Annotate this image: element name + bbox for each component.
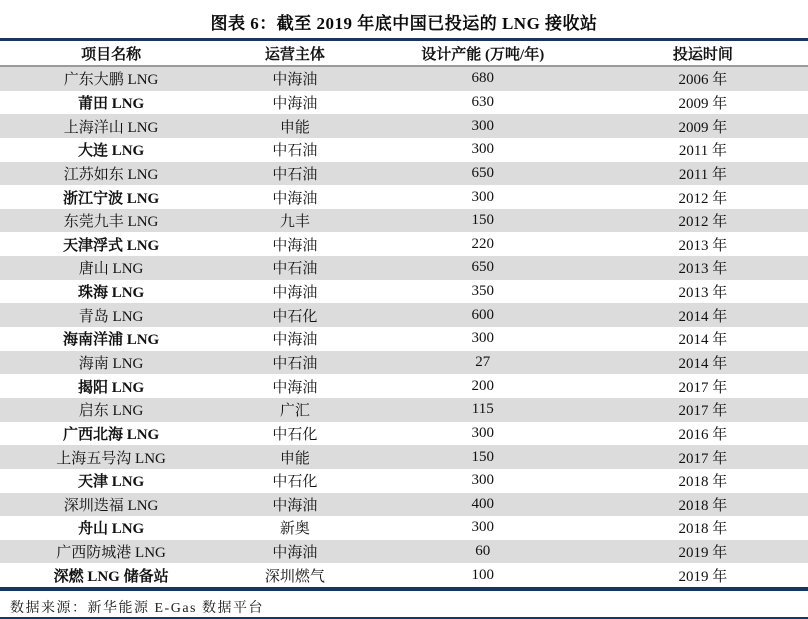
column-header-operator: 运营主体	[264, 46, 325, 63]
figure-title: 图表 6：截至 2019 年底中国已投运的 LNG 接收站	[210, 14, 598, 33]
year-cell: 2014 年	[678, 356, 728, 372]
data-source-note: 数据来源：新华能源 E-Gas 数据平台	[10, 601, 264, 616]
project-name-cell: 广东大鹏 LNG	[63, 72, 159, 89]
operator-cell: 中海油	[272, 379, 318, 396]
capacity-cell: 220	[471, 235, 494, 252]
capacity-cell: 100	[471, 566, 494, 583]
operator-cell: 中海油	[272, 545, 318, 562]
table-row	[0, 67, 808, 91]
operator-cell: 深圳燃气	[264, 568, 325, 585]
operator-cell: 中石油	[272, 261, 318, 278]
year-cell: 2017 年	[678, 379, 728, 396]
capacity-cell: 300	[471, 117, 494, 134]
operator-cell: 中海油	[272, 72, 318, 89]
year-cell: 2009 年	[678, 95, 728, 112]
year-cell: 2012 年	[678, 190, 728, 207]
year-cell: 2006 年	[678, 72, 728, 89]
project-name-cell: 莆田 LNG	[77, 95, 145, 112]
year-cell: 2013 年	[678, 237, 728, 254]
table-row	[0, 469, 808, 493]
year-cell: 2018 年	[678, 497, 728, 514]
project-name-cell: 广西防城港 LNG	[56, 545, 166, 562]
table-row	[0, 91, 808, 115]
operator-cell: 申能	[279, 450, 310, 467]
table-row	[0, 280, 808, 304]
table-row	[0, 185, 808, 209]
year-cell: 2014 年	[678, 308, 728, 325]
capacity-cell: 650	[471, 164, 494, 181]
operator-cell: 广汇	[279, 403, 310, 420]
project-name-cell: 上海五号沟 LNG	[56, 450, 166, 467]
capacity-cell: 150	[471, 448, 494, 465]
project-name-cell: 唐山 LNG	[78, 261, 144, 278]
operator-cell: 中海油	[272, 497, 318, 514]
year-cell: 2017 年	[678, 403, 728, 420]
year-cell: 2018 年	[678, 521, 728, 538]
capacity-cell: 300	[471, 519, 494, 536]
table-row	[0, 114, 808, 138]
year-cell: 2009 年	[678, 119, 728, 136]
capacity-cell: 300	[471, 472, 494, 489]
year-cell: 2019 年	[678, 568, 728, 585]
operator-cell: 中石化	[272, 308, 318, 325]
year-cell: 2011 年	[678, 143, 728, 160]
operator-cell: 中石油	[272, 356, 318, 372]
year-cell: 2018 年	[678, 474, 728, 491]
table-row	[0, 232, 808, 256]
capacity-cell: 630	[471, 93, 494, 110]
table-row	[0, 327, 808, 351]
project-name-cell: 海南洋浦 LNG	[62, 332, 160, 349]
table-header-row	[0, 41, 808, 67]
table-row	[0, 209, 808, 233]
capacity-cell: 115	[471, 401, 494, 418]
year-cell: 2012 年	[678, 214, 728, 231]
capacity-cell: 650	[471, 259, 494, 276]
operator-cell: 中海油	[272, 285, 318, 302]
project-name-cell: 大连 LNG	[77, 143, 145, 160]
capacity-cell: 27	[475, 354, 491, 370]
capacity-cell: 680	[471, 70, 494, 87]
table-row	[0, 563, 808, 587]
year-cell: 2013 年	[678, 285, 728, 302]
table-row	[0, 445, 808, 469]
year-cell: 2014 年	[678, 332, 728, 349]
year-cell: 2011 年	[678, 166, 728, 183]
table-row	[0, 256, 808, 280]
table-row	[0, 493, 808, 517]
capacity-cell: 300	[471, 330, 494, 347]
project-name-cell: 启东 LNG	[78, 403, 144, 420]
capacity-cell: 300	[471, 424, 494, 441]
operator-cell: 中海油	[272, 237, 318, 254]
project-name-cell: 东莞九丰 LNG	[63, 214, 159, 231]
operator-cell: 中石油	[272, 166, 318, 183]
capacity-cell: 350	[471, 283, 494, 300]
capacity-cell: 300	[471, 141, 494, 158]
operator-cell: 申能	[279, 119, 310, 136]
project-name-cell: 天津 LNG	[77, 474, 145, 491]
operator-cell: 中海油	[272, 95, 318, 112]
capacity-cell: 150	[471, 212, 494, 229]
capacity-cell: 60	[475, 543, 491, 560]
table-row	[0, 138, 808, 162]
column-header-commission-year: 投运时间	[672, 46, 733, 63]
capacity-cell: 600	[471, 306, 494, 323]
table-row	[0, 398, 808, 422]
table-row	[0, 540, 808, 564]
operator-cell: 中海油	[272, 190, 318, 207]
project-name-cell: 深燃 LNG 储备站	[53, 568, 169, 585]
project-name-cell: 深圳迭福 LNG	[63, 497, 159, 514]
project-name-cell: 上海洋山 LNG	[63, 119, 159, 136]
project-name-cell: 青岛 LNG	[78, 308, 144, 325]
year-cell: 2017 年	[678, 450, 728, 467]
table-row	[0, 422, 808, 446]
year-cell: 2016 年	[678, 426, 728, 443]
table-row	[0, 303, 808, 327]
project-name-cell: 珠海 LNG	[77, 285, 145, 302]
project-name-cell: 海南 LNG	[78, 356, 144, 372]
project-name-cell: 广西北海 LNG	[62, 426, 160, 443]
operator-cell: 中海油	[272, 332, 318, 349]
capacity-cell: 300	[471, 188, 494, 205]
table-row	[0, 162, 808, 186]
column-header-project-name: 项目名称	[81, 46, 142, 63]
operator-cell: 新奥	[279, 521, 310, 538]
operator-cell: 中石化	[272, 474, 318, 491]
project-name-cell: 天津浮式 LNG	[62, 237, 160, 254]
operator-cell: 中石油	[272, 143, 318, 160]
project-name-cell: 浙江宁波 LNG	[62, 190, 160, 207]
project-name-cell: 舟山 LNG	[77, 521, 145, 538]
year-cell: 2019 年	[678, 545, 728, 562]
table-row	[0, 374, 808, 398]
project-name-cell: 揭阳 LNG	[77, 379, 145, 396]
table-row	[0, 516, 808, 540]
operator-cell: 中石化	[272, 426, 318, 443]
table-row	[0, 351, 808, 375]
capacity-cell: 200	[471, 377, 494, 394]
operator-cell: 九丰	[279, 214, 310, 231]
column-header-design-capacity: 设计产能 (万吨/年)	[421, 46, 545, 63]
table-body	[0, 67, 808, 587]
capacity-cell: 400	[471, 495, 494, 512]
year-cell: 2013 年	[678, 261, 728, 278]
project-name-cell: 江苏如东 LNG	[63, 166, 159, 183]
